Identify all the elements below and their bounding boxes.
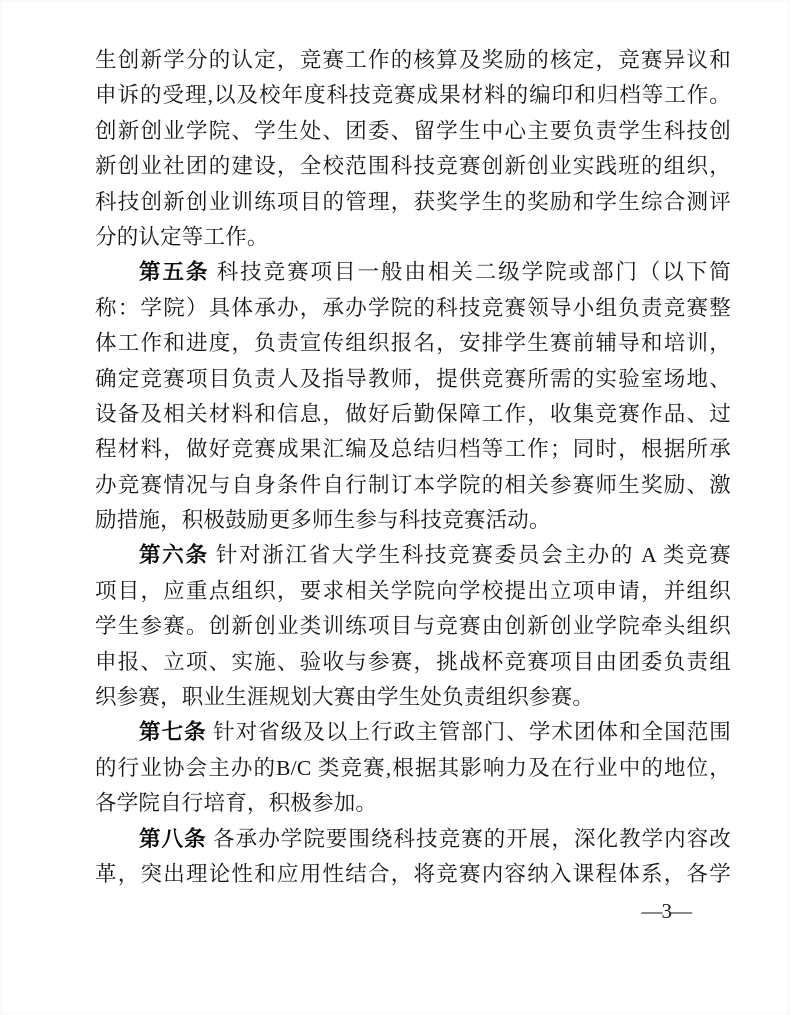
article-number: 第六条: [139, 543, 209, 568]
article-number: 第八条: [139, 826, 207, 851]
text-line: 革，突出理论性和应用性结合，将竞赛内容纳入课程体系，各学: [95, 861, 731, 886]
text-line: 生创新学分的认定，竞赛工作的核算及奖励的核定，竞赛异议和: [95, 48, 731, 72]
text-line: 励措施，积极鼓励更多师生参与科技竞赛活动。: [95, 508, 551, 533]
text-line: 科技创新创业训练项目的管理，获奖学生的奖励和学生综合测评: [95, 189, 731, 214]
text-line: 办竞赛情况与自身条件自行制订本学院的相关参赛师生奖励、激: [95, 472, 731, 497]
text-line: 新创业社团的建设，全校范围科技竞赛创新创业实践班的组织，: [95, 154, 731, 179]
document-body: [95, 43, 731, 892]
text-line: 织参赛，职业生涯规划大赛由学生处负责组织参赛。: [95, 685, 595, 710]
text-line: 确定竞赛项目负责人及指导教师，提供竞赛所需的实验室场地、: [95, 366, 731, 391]
text-line: 称：学院）具体承办，承办学院的科技竞赛领导小组负责竞赛整: [95, 295, 731, 320]
text-line: 各学院自行培育，积极参加。: [95, 791, 378, 816]
text-line: 第五条 科技竞赛项目一般由相关二级学院或部门（以下简: [139, 260, 731, 285]
text-line: 程材料，做好竞赛成果汇编及总结归档等工作；同时，根据所承: [95, 437, 731, 462]
text-line: 体工作和进度，负责宣传组织报名，安排学生赛前辅导和培训，: [95, 331, 731, 356]
text-line: 第八条 各承办学院要围绕科技竞赛的开展，深化教学内容改: [139, 826, 731, 851]
text-line: 第七条 针对省级及以上行政主管部门、学术团体和全国范围: [139, 720, 731, 745]
text-line: 学生参赛。创新创业类训练项目与竞赛由创新创业学院牵头组织: [95, 614, 731, 639]
text-line: 第六条 针对浙江省大学生科技竞赛委员会主办的 A 类竞赛: [139, 543, 731, 568]
text-line: 设备及相关材料和信息，做好后勤保障工作，收集竞赛作品、过: [95, 401, 731, 426]
text-line: 申报、立项、实施、验收与参赛，挑战杯竞赛项目由团委负责组: [95, 649, 731, 674]
text-line: 创新创业学院、学生处、团委、留学生中心主要负责学生科技创: [95, 118, 731, 143]
text-line: 分的认定等工作。: [95, 224, 269, 249]
text-line: 的行业协会主办的B/C 类竞赛,根据其影响力及在行业中的地位，: [95, 755, 731, 780]
page-number: —3—: [641, 899, 691, 923]
text-line: 申诉的受理,以及校年度科技竞赛成果材料的编印和归档等工作。: [95, 83, 731, 108]
article-number: 第七条: [139, 720, 207, 745]
text-line: 项目，应重点组织，要求相关学院向学校提出立项申请，并组织: [95, 578, 731, 603]
article-number: 第五条: [139, 260, 210, 285]
